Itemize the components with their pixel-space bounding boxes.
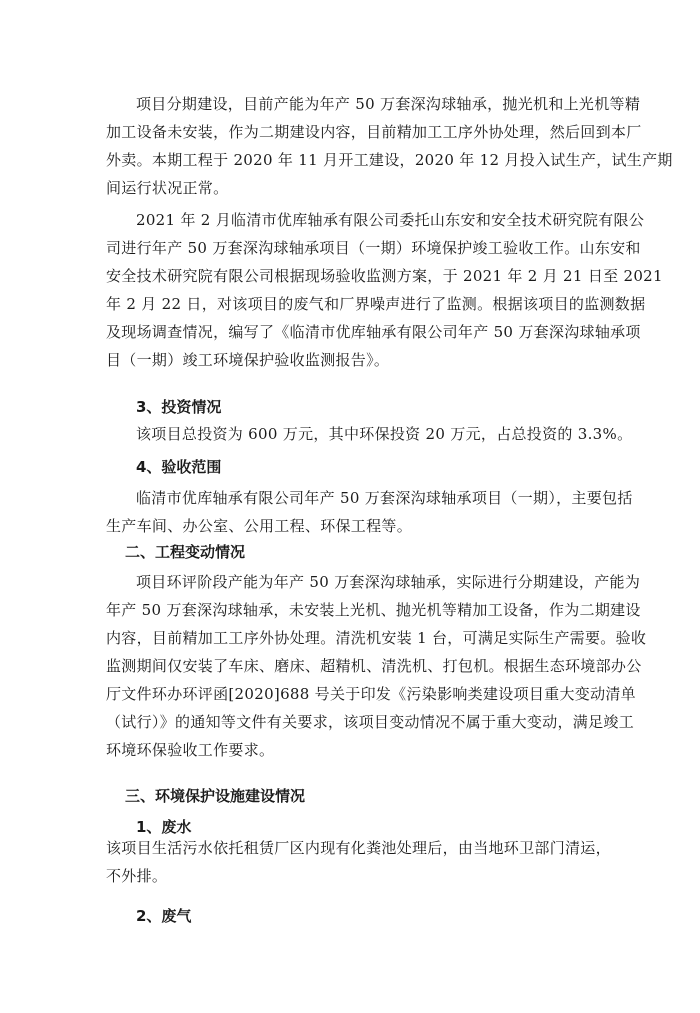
text-line: 司进行年产 50 万套深沟球轴承项目（一期）环境保护竣工验收工作。山东安和: [106, 239, 641, 257]
heading-exhaust-gas: 2、废气: [136, 907, 192, 925]
text-line: 2021 年 2 月临清市优库轴承有限公司委托山东安和安全技术研究院有限公: [136, 211, 645, 229]
paragraph-wastewater: [106, 834, 611, 890]
text-line: 生产车间、办公室、公用工程、环保工程等。: [106, 517, 413, 535]
heading-investment: 3、投资情况: [136, 398, 222, 416]
paragraph-acceptance-scope: [106, 484, 633, 540]
text-line: 厅文件环办环评函[2020]688 号关于印发《污染影响类建设项目重大变动清单: [106, 685, 636, 703]
text-line: 内容，目前精加工工序外协处理。清洗机安装 1 台，可满足实际生产需要。验收: [106, 629, 647, 647]
section-heading-changes: 二、工程变动情况: [125, 543, 246, 561]
heading-acceptance-scope: 4、验收范围: [136, 458, 222, 476]
text-line: 临清市优库轴承有限公司年产 50 万套深沟球轴承项目（一期），主要包括: [136, 489, 633, 507]
section-heading-env-protection: 三、环境保护设施建设情况: [125, 787, 306, 805]
text-line: 项目环评阶段产能为年产 50 万套深沟球轴承，实际进行分期建设，产能为: [136, 573, 641, 591]
text-line: 加工设备未安装，作为二期建设内容，目前精加工工序外协处理，然后回到本厂: [106, 123, 642, 141]
text-line: 间运行状况正常。: [106, 179, 229, 197]
paragraph-project-changes: [106, 568, 647, 764]
text-line: 年产 50 万套深沟球轴承，未安装上光机、抛光机等精加工设备，作为二期建设: [106, 601, 641, 619]
text-line: 不外排。: [106, 867, 168, 885]
text-line: 安全技术研究院有限公司根据现场验收监测方案，于 2021 年 2 月 21 日至 2021: [106, 267, 663, 285]
heading-wastewater: 1、废水: [136, 818, 192, 836]
text-line: 外卖。本期工程于 2020 年 11 月开工建设，2020 年 12 月投入试生产，试生产期: [106, 151, 673, 169]
text-line: 环境环保验收工作要求。: [106, 741, 275, 759]
text-line: 该项目生活污水依托租赁厂区内现有化粪池处理后，由当地环卫部门清运，: [106, 839, 611, 857]
text-line: 及现场调查情况，编写了《临清市优库轴承有限公司年产 50 万套深沟球轴承项: [106, 323, 641, 341]
text-line: 监测期间仅安装了车床、磨床、超精机、清洗机、打包机。根据生态环境部办公: [106, 657, 642, 675]
paragraph-investment: [106, 420, 633, 448]
text-line: （试行）》的通知等文件有关要求，该项目变动情况不属于重大变动，满足竣工: [106, 713, 635, 731]
text-line: 年 2 月 22 日，对该项目的废气和厂界噪声进行了监测。根据该项目的监测数据: [106, 295, 646, 313]
text-line: 该项目总投资为 600 万元，其中环保投资 20 万元，占总投资的 3.3%。: [136, 425, 633, 443]
text-line: 项目分期建设，目前产能为年产 50 万套深沟球轴承，抛光机和上光机等精: [136, 95, 641, 113]
text-line: 目（一期）竣工环境保护验收监测报告》。: [106, 351, 390, 369]
paragraph-phased-construction: [106, 90, 673, 202]
paragraph-acceptance-commission: [106, 206, 663, 374]
